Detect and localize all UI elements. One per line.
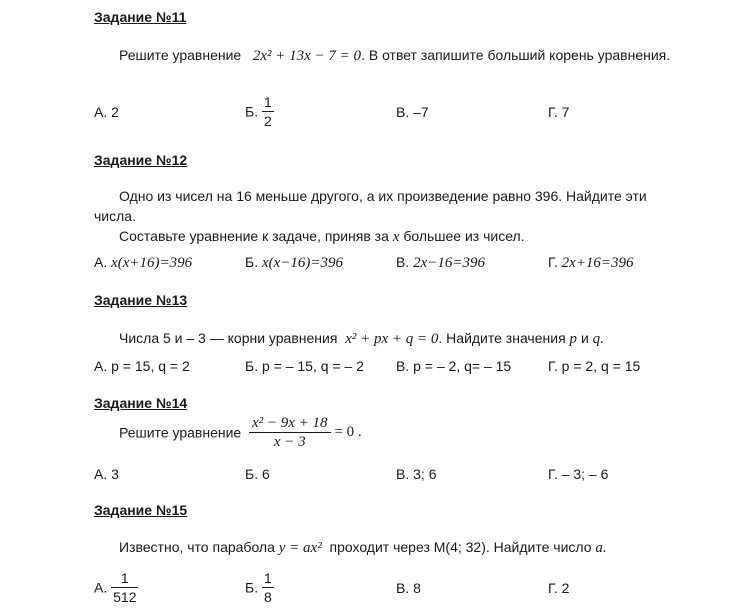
option-letter: А. (94, 466, 108, 482)
option-value: 2x−16=396 (413, 255, 486, 271)
task-11-option-b[interactable] (245, 94, 274, 129)
option-letter: А. (94, 358, 108, 374)
task-11-text-before: Решите уравнение (119, 47, 242, 63)
task-13-option-v[interactable] (396, 358, 511, 374)
fraction-bar (111, 587, 138, 588)
option-letter: Б. (245, 103, 259, 120)
option-letter: Б. (245, 466, 259, 482)
option-letter: А. (94, 104, 108, 120)
task-13-option-g[interactable] (548, 358, 640, 374)
statement-text: Числа 5 и – 3 — корни уравнения (119, 330, 338, 346)
task-12-option-a[interactable] (94, 254, 192, 272)
option-value: 7 (561, 104, 570, 120)
fraction-denominator: 2 (263, 113, 272, 129)
task-15-option-v[interactable] (396, 580, 421, 596)
fraction-numerator: 1 (263, 94, 272, 110)
task-13-title: Задание №13 (94, 292, 188, 308)
fraction (262, 94, 274, 129)
task-14-statement (119, 414, 362, 451)
option-letter: В. (396, 358, 410, 374)
task-11-text-after: . В ответ запишите больший корень уравнения. (361, 47, 671, 63)
task-14-fraction (249, 414, 331, 451)
task-11-option-v[interactable] (396, 104, 429, 120)
task-14-title: Задание №14 (94, 395, 188, 411)
statement-text-end: . Найдите значения (438, 330, 566, 346)
equals-zero: = 0 . (334, 424, 362, 440)
task-14-option-v[interactable] (396, 466, 436, 482)
task-12-instruction (94, 226, 672, 247)
option-letter: Г. (548, 466, 558, 482)
fraction-denominator: x − 3 (273, 434, 306, 450)
option-value: p = – 2, q= – 15 (413, 358, 512, 374)
task-11-option-g[interactable] (548, 104, 569, 120)
task-12-option-v[interactable] (396, 254, 485, 272)
variable-p: p (569, 331, 578, 347)
option-letter: А. (94, 254, 108, 270)
statement-text: Известно, что парабола (119, 539, 275, 555)
option-value: 2x+16=396 (561, 255, 634, 271)
option-value: 2 (111, 104, 119, 120)
variable-a: a. (595, 540, 607, 556)
fraction-numerator: 1 (263, 570, 272, 586)
fraction-denominator: 512 (113, 589, 137, 605)
option-value: – 3; – 6 (561, 466, 609, 482)
task-12-option-g[interactable] (548, 254, 634, 272)
task-11-option-a[interactable] (94, 104, 119, 120)
option-letter: В. (396, 254, 410, 270)
option-letter: А. (94, 579, 108, 596)
option-letter: Г. (548, 358, 558, 374)
fraction (262, 570, 274, 605)
option-value: 3; 6 (413, 466, 437, 482)
option-value: p = 2, q = 15 (561, 358, 641, 374)
option-letter: Б. (245, 358, 259, 374)
task-11-statement (94, 45, 672, 66)
fraction-denominator: 8 (263, 589, 272, 605)
instruction-text-end: большее из чисел. (403, 228, 525, 244)
option-value: 2 (561, 580, 570, 596)
option-letter: В. (396, 466, 410, 482)
option-value: x(x+16)=396 (111, 255, 193, 271)
option-letter: Б. (245, 579, 259, 596)
fraction (111, 570, 138, 605)
option-letter: Г. (548, 254, 558, 270)
variable-x: x (392, 229, 400, 245)
task-13-statement (94, 328, 672, 349)
task-15-statement (119, 539, 607, 557)
task-15-option-g[interactable] (548, 580, 569, 596)
option-value: x(x−16)=396 (261, 255, 344, 271)
task-13-option-b[interactable] (245, 358, 364, 374)
task-15-title: Задание №15 (94, 502, 188, 518)
task-11-title: Задание №11 (94, 9, 187, 25)
variable-q: q. (592, 331, 604, 347)
task-14-option-b[interactable] (245, 466, 270, 482)
option-value: –7 (413, 104, 429, 120)
option-letter: Г. (548, 580, 558, 596)
option-letter: Б. (245, 254, 259, 270)
task-15-equation: y = ax² (278, 540, 322, 556)
fraction-numerator: x² − 9x + 18 (251, 415, 328, 431)
task-11-equation: 2x² + 13x − 7 = 0 (252, 48, 362, 64)
option-value: 6 (261, 466, 270, 482)
task-14-option-a[interactable] (94, 466, 119, 482)
task-14-option-g[interactable] (548, 466, 608, 482)
task-15-option-a[interactable] (94, 570, 138, 605)
fraction-numerator: 1 (120, 570, 129, 586)
task-12-option-b[interactable] (245, 254, 343, 272)
task-12-statement: Одно из чисел на 16 меньше другого, а их произведение равно 396. Найдите эти числа. (94, 188, 647, 224)
option-value: p = 15, q = 2 (111, 358, 190, 374)
task-13-equation: x² + px + q = 0 (345, 331, 439, 347)
option-value: p = – 15, q = – 2 (261, 358, 364, 374)
statement-text: Решите уравнение (119, 424, 242, 441)
option-value: 8 (413, 580, 421, 596)
option-letter: В. (396, 580, 410, 596)
conjunction: и (580, 330, 589, 346)
option-letter: В. (396, 104, 410, 120)
fraction-bar (262, 111, 274, 112)
task-15-option-b[interactable] (245, 570, 274, 605)
option-value: 3 (111, 466, 119, 482)
task-12-title: Задание №12 (94, 152, 188, 168)
statement-text-end: проходит через М(4; 32). Найдите число (329, 539, 592, 555)
option-letter: Г. (548, 104, 558, 120)
task-13-option-a[interactable] (94, 358, 190, 374)
fraction-bar (262, 587, 274, 588)
instruction-text: Составьте уравнение к задаче, приняв за (119, 228, 389, 244)
